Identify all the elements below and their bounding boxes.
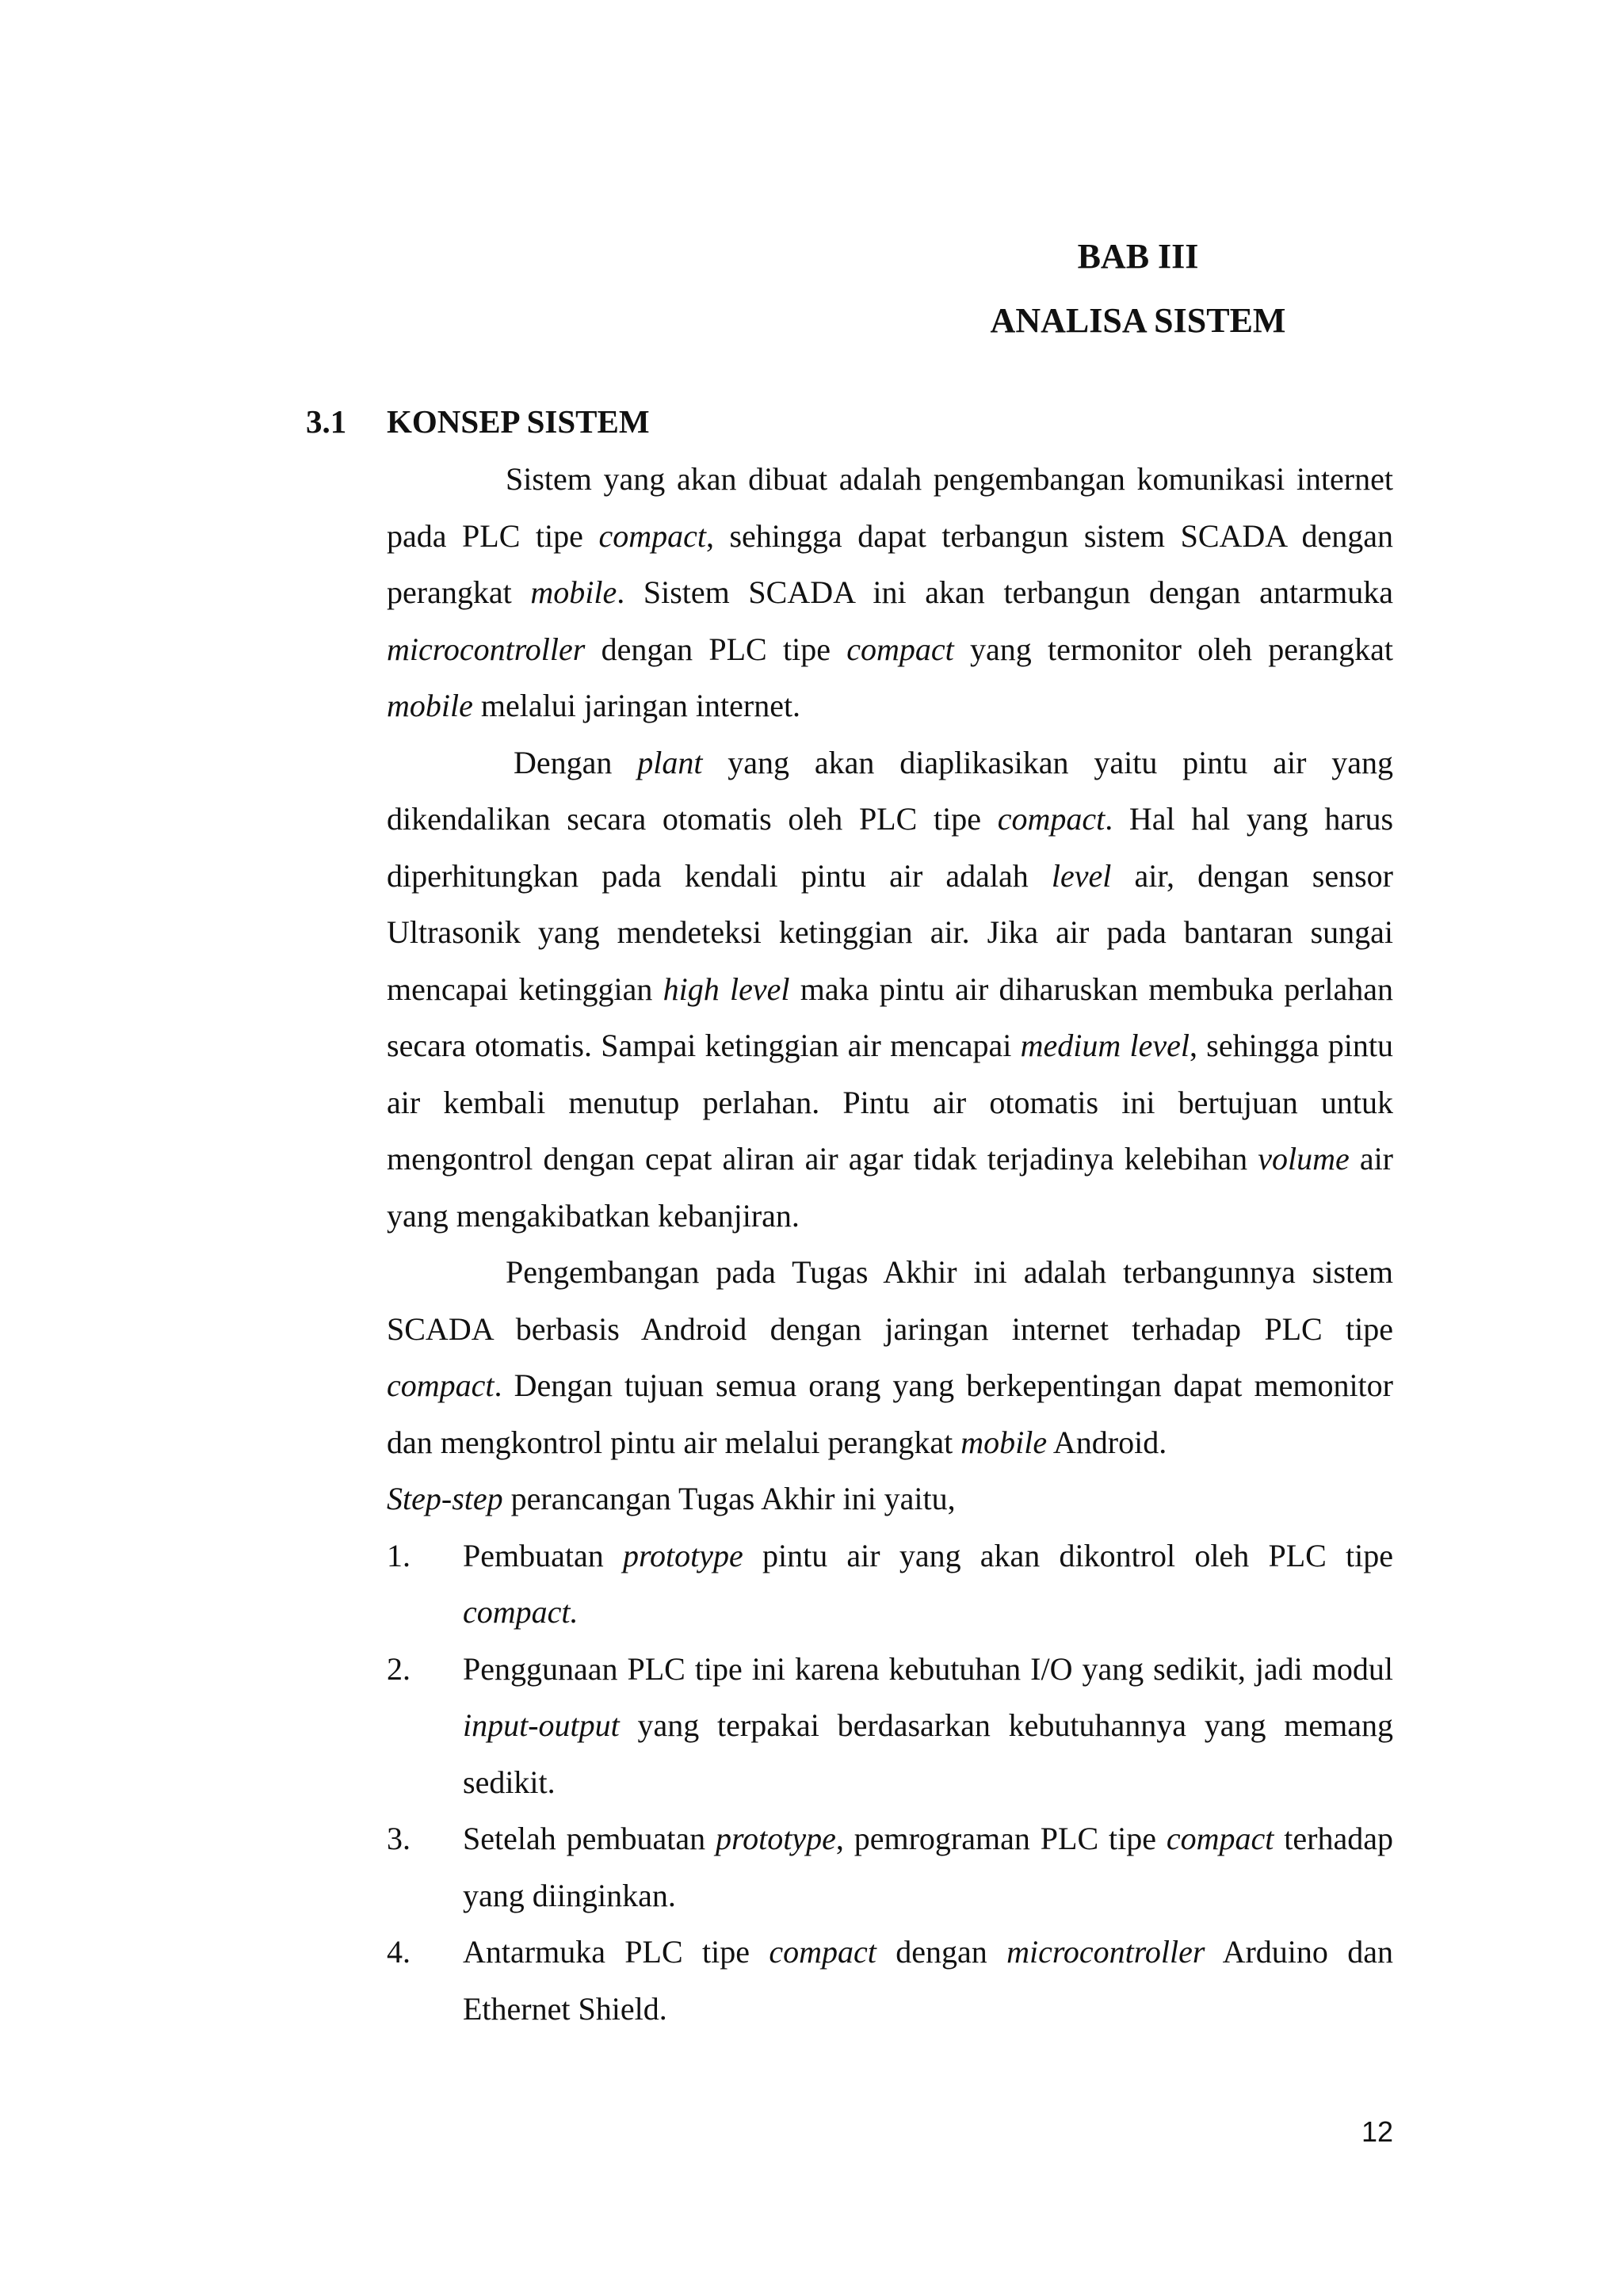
paragraph-2 <box>387 734 1393 1245</box>
text-run: Pembuatan <box>463 1537 623 1573</box>
text-run: . Dengan tujuan semua orang yang berkepentingan dapat memonitor dan mengkontrol pintu air melalui perangkat <box>387 1367 1393 1460</box>
text-run: terhadap yang diinginkan. <box>463 1821 1393 1913</box>
text-run: , pemrograman PLC tipe <box>835 1821 1167 1856</box>
text-run: perancangan Tugas Akhir ini yaitu, <box>502 1481 956 1516</box>
text-run: dengan PLC tipe <box>585 631 847 667</box>
italic-term: mobile <box>530 574 617 610</box>
page-number: 12 <box>1361 2115 1393 2148</box>
chapter-number: BAB III <box>1077 237 1199 276</box>
italic-term: compact. <box>463 1594 579 1630</box>
italic-term: microcontroller <box>387 631 586 667</box>
text-run: Penggunaan PLC tipe ini karena kebutuhan I/O yang sedikit, jadi modul <box>463 1650 1393 1687</box>
italic-term: input-output <box>463 1707 620 1743</box>
text-run: Setelah pembuatan <box>463 1821 716 1856</box>
text-run: , sehingga dapat terbangun sistem SCADA dengan perangkat <box>387 517 1393 610</box>
italic-term: plant <box>637 744 703 780</box>
text-run: air yang mengakibatkan kebanjiran. <box>387 1141 1394 1234</box>
text-run: Android. <box>1047 1424 1167 1460</box>
italic-term: mobile <box>387 688 473 723</box>
body-text <box>387 451 1393 2037</box>
list-item <box>387 1641 1393 1811</box>
paragraph-1 <box>387 451 1393 734</box>
paragraph-4 <box>387 1470 1393 1527</box>
list-item <box>387 1924 1393 2037</box>
text-run: . Sistem SCADA ini akan terbangun dengan antarmuka <box>617 574 1393 610</box>
italic-term: compact <box>598 517 706 554</box>
paragraph-3 <box>387 1244 1393 1470</box>
text-run: . Hal hal yang harus diperhitungkan pada kendali pintu air adalah <box>387 801 1394 894</box>
steps-list <box>387 1527 1393 2038</box>
chapter-title: ANALISA SISTEM <box>990 301 1286 340</box>
italic-term: volume <box>1258 1141 1350 1177</box>
italic-term: compact <box>1166 1821 1274 1856</box>
italic-term: compact <box>997 801 1106 837</box>
italic-term: prototype <box>716 1821 836 1856</box>
list-number: 2. <box>387 1650 411 1687</box>
italic-term: medium level <box>1020 1028 1190 1063</box>
text-run: yang akan diaplikasikan yaitu pintu air yang dikendalikan secara otomatis oleh PLC tipe <box>387 744 1393 837</box>
text-run: Dengan <box>514 744 638 780</box>
text-run: Antarmuka PLC tipe <box>463 1934 769 1970</box>
text-run: dengan <box>876 1934 1007 1970</box>
italic-term: microcontroller <box>1006 1934 1205 1970</box>
list-number: 1. <box>387 1537 411 1573</box>
section-title: KONSEP SISTEM <box>387 403 650 440</box>
text-run: melalui jaringan internet. <box>472 688 801 723</box>
text-run: Arduino dan Ethernet Shield. <box>463 1934 1393 2027</box>
italic-term: compact <box>769 1934 876 1970</box>
text-run: maka pintu air diharuskan membuka perlahan secara otomatis. Sampai ketinggian air mencapai <box>387 971 1393 1063</box>
text-run: Pengembangan pada Tugas Akhir ini adalah terbangunnya sistem SCADA berbasis Android dengan jaringan internet terhadap PLC tipe <box>387 1254 1393 1347</box>
list-item <box>387 1810 1393 1924</box>
text-run: yang terpakai berdasarkan kebutuhannya yang memang sedikit. <box>463 1707 1393 1800</box>
italic-term: compact <box>387 1367 495 1403</box>
italic-term: Step-step <box>387 1481 503 1516</box>
list-number: 4. <box>387 1934 411 1970</box>
text-run: yang termonitor oleh perangkat <box>953 631 1393 667</box>
text-run: pintu air yang akan dikontrol oleh PLC tipe <box>743 1537 1394 1573</box>
list-item <box>387 1527 1393 1641</box>
italic-term: level <box>1051 857 1112 894</box>
text-run: air, dengan sensor Ultrasonik yang mendeteksi ketinggian air. Jika air pada bantaran sungai mencapai ketinggian <box>387 857 1393 1007</box>
text-run: , sehingga pintu air kembali menutup perlahan. Pintu air otomatis ini bertujuan untuk mengontrol dengan cepat aliran air agar tidak terjadinya kelebihan <box>387 1028 1394 1177</box>
italic-term: mobile <box>960 1424 1048 1460</box>
italic-term: compact <box>846 631 954 667</box>
list-number: 3. <box>387 1821 411 1856</box>
section-number: 3.1 <box>306 403 347 440</box>
italic-term: high level <box>663 971 790 1007</box>
italic-term: prototype <box>622 1537 743 1573</box>
text-run: Sistem yang akan dibuat adalah pengembangan komunikasi internet pada PLC tipe <box>387 461 1393 554</box>
